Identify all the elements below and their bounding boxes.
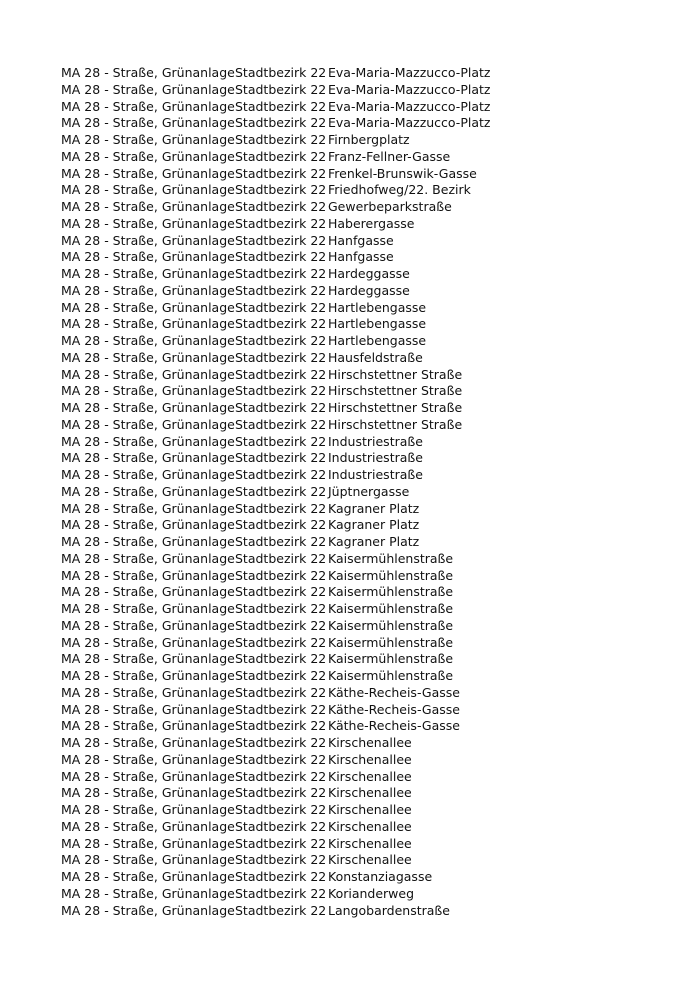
department-cell: MA 28 - Straße, Grünanlage [61,802,235,817]
street-cell: Industriestraße [328,450,423,466]
street-cell: Kagraner Platz [328,517,420,533]
department-cell: MA 28 - Straße, Grünanlage [61,735,235,750]
district-cell: Stadtbezirk 22 [235,668,327,683]
street-cell: Kirschenallee [328,818,412,834]
department-cell: MA 28 - Straße, Grünanlage [61,282,235,298]
district-cell: Stadtbezirk 22 [235,885,327,901]
district-cell: Stadtbezirk 22 [235,98,327,114]
department-cell: MA 28 - Straße, Grünanlage [61,634,235,650]
district-cell: Stadtbezirk 22 [235,316,327,332]
street-cell: Hirschstettner Straße [328,416,463,432]
street-cell: Kaisermühlenstraße [328,634,454,650]
street-cell: Kaisermühlenstraße [328,584,454,600]
district-cell: Stadtbezirk 22 [235,500,327,516]
department-cell: MA 28 - Straße, Grünanlage [61,517,235,533]
department-cell: MA 28 - Straße, Grünanlage [61,366,235,382]
street-cell: Kirschenallee [328,768,412,784]
department-cell: MA 28 - Straße, Grünanlage [61,132,235,147]
district-cell: Stadtbezirk 22 [235,450,327,466]
department-cell: MA 28 - Straße, Grünanlage [61,115,235,131]
street-cell: Kirschenallee [328,751,412,767]
district-cell: Stadtbezirk 22 [235,751,327,767]
street-cell: Hausfeldstraße [328,349,423,365]
department-cell: MA 28 - Straße, Grünanlage [61,500,235,516]
district-cell: Stadtbezirk 22 [235,299,327,315]
street-cell: Eva-Maria-Mazzucco-Platz [328,98,491,114]
street-cell: Käthe-Recheis-Gasse [328,701,460,717]
street-cell: Hartlebengasse [328,333,427,348]
street-cell: Haberergasse [328,215,415,231]
district-cell: Stadtbezirk 22 [235,567,327,583]
district-cell: Stadtbezirk 22 [235,483,327,499]
district-cell: Stadtbezirk 22 [235,165,327,181]
district-cell: Stadtbezirk 22 [235,132,327,147]
street-cell: Jüptnergasse [328,483,410,499]
department-cell: MA 28 - Straße, Grünanlage [61,316,235,332]
district-cell: Stadtbezirk 22 [235,601,327,616]
district-cell: Stadtbezirk 22 [235,785,327,801]
street-cell: Eva-Maria-Mazzucco-Platz [328,115,491,131]
department-cell: MA 28 - Straße, Grünanlage [61,450,235,466]
district-cell: Stadtbezirk 22 [235,115,327,131]
district-cell: Stadtbezirk 22 [235,802,327,817]
district-cell: Stadtbezirk 22 [235,651,327,667]
district-cell: Stadtbezirk 22 [235,433,327,449]
street-cell: Franz-Fellner-Gasse [328,148,451,164]
district-cell: Stadtbezirk 22 [235,81,327,97]
street-cell: Kaisermühlenstraße [328,550,454,566]
department-cell: MA 28 - Straße, Grünanlage [61,768,235,784]
department-cell: MA 28 - Straße, Grünanlage [61,165,235,181]
district-cell: Stadtbezirk 22 [235,735,327,750]
street-cell: Eva-Maria-Mazzucco-Platz [328,65,491,80]
district-cell: Stadtbezirk 22 [235,517,327,533]
street-cell: Kaisermühlenstraße [328,651,454,667]
department-cell: MA 28 - Straße, Grünanlage [61,383,235,399]
district-cell: Stadtbezirk 22 [235,768,327,784]
street-cell: Kaisermühlenstraße [328,567,454,583]
department-cell: MA 28 - Straße, Grünanlage [61,668,235,683]
department-cell: MA 28 - Straße, Grünanlage [61,567,235,583]
street-cell: Hanfgasse [328,232,394,248]
district-cell: Stadtbezirk 22 [235,266,327,281]
district-cell: Stadtbezirk 22 [235,383,327,399]
street-cell: Kagraner Platz [328,534,420,549]
department-cell: MA 28 - Straße, Grünanlage [61,617,235,633]
department-cell: MA 28 - Straße, Grünanlage [61,215,235,231]
department-cell: MA 28 - Straße, Grünanlage [61,433,235,449]
district-cell: Stadtbezirk 22 [235,65,327,80]
street-cell: Firnbergplatz [328,132,410,147]
district-cell: Stadtbezirk 22 [235,852,327,868]
street-cell: Käthe-Recheis-Gasse [328,684,460,700]
district-cell: Stadtbezirk 22 [235,199,327,214]
district-cell: Stadtbezirk 22 [235,902,327,918]
department-cell: MA 28 - Straße, Grünanlage [61,182,235,198]
department-cell: MA 28 - Straße, Grünanlage [61,885,235,901]
district-cell: Stadtbezirk 22 [235,835,327,851]
department-cell: MA 28 - Straße, Grünanlage [61,869,235,884]
district-cell: Stadtbezirk 22 [235,701,327,717]
street-cell: Kaisermühlenstraße [328,617,454,633]
department-cell: MA 28 - Straße, Grünanlage [61,299,235,315]
street-cell: Kirschenallee [328,852,412,868]
district-cell: Stadtbezirk 22 [235,718,327,734]
street-cell: Hardeggasse [328,266,410,281]
department-cell: MA 28 - Straße, Grünanlage [61,65,235,80]
department-cell: MA 28 - Straße, Grünanlage [61,835,235,851]
district-cell: Stadtbezirk 22 [235,148,327,164]
department-cell: MA 28 - Straße, Grünanlage [61,349,235,365]
street-cell: Industriestraße [328,467,423,482]
street-cell: Hanfgasse [328,249,394,265]
district-cell: Stadtbezirk 22 [235,416,327,432]
department-cell: MA 28 - Straße, Grünanlage [61,751,235,767]
street-cell: Eva-Maria-Mazzucco-Platz [328,81,491,97]
department-cell: MA 28 - Straße, Grünanlage [61,651,235,667]
district-cell: Stadtbezirk 22 [235,534,327,549]
street-cell: Korianderweg [328,885,415,901]
district-cell: Stadtbezirk 22 [235,634,327,650]
district-cell: Stadtbezirk 22 [235,366,327,382]
district-cell: Stadtbezirk 22 [235,550,327,566]
department-cell: MA 28 - Straße, Grünanlage [61,818,235,834]
district-cell: Stadtbezirk 22 [235,400,327,415]
department-cell: MA 28 - Straße, Grünanlage [61,199,235,214]
street-cell: Kaisermühlenstraße [328,668,454,683]
department-cell: MA 28 - Straße, Grünanlage [61,232,235,248]
district-cell: Stadtbezirk 22 [235,215,327,231]
department-cell: MA 28 - Straße, Grünanlage [61,701,235,717]
street-cell: Hartlebengasse [328,299,427,315]
district-cell: Stadtbezirk 22 [235,349,327,365]
district-cell: Stadtbezirk 22 [235,584,327,600]
department-cell: MA 28 - Straße, Grünanlage [61,416,235,432]
district-cell: Stadtbezirk 22 [235,249,327,265]
department-cell: MA 28 - Straße, Grünanlage [61,483,235,499]
department-cell: MA 28 - Straße, Grünanlage [61,785,235,801]
street-cell: Kaisermühlenstraße [328,601,454,616]
street-cell: Hirschstettner Straße [328,400,463,415]
department-cell: MA 28 - Straße, Grünanlage [61,81,235,97]
street-cell: Frenkel-Brunswik-Gasse [328,165,477,181]
department-cell: MA 28 - Straße, Grünanlage [61,684,235,700]
street-cell: Kirschenallee [328,835,412,851]
department-cell: MA 28 - Straße, Grünanlage [61,584,235,600]
street-cell: Friedhofweg/22. Bezirk [328,182,471,198]
department-cell: MA 28 - Straße, Grünanlage [61,467,235,482]
street-cell: Kagraner Platz [328,500,420,516]
district-cell: Stadtbezirk 22 [235,232,327,248]
district-cell: Stadtbezirk 22 [235,617,327,633]
department-cell: MA 28 - Straße, Grünanlage [61,148,235,164]
department-cell: MA 28 - Straße, Grünanlage [61,266,235,281]
department-cell: MA 28 - Straße, Grünanlage [61,534,235,549]
street-cell: Kirschenallee [328,802,412,817]
district-cell: Stadtbezirk 22 [235,282,327,298]
street-cell: Langobardenstraße [328,902,450,918]
district-cell: Stadtbezirk 22 [235,182,327,198]
district-cell: Stadtbezirk 22 [235,684,327,700]
department-cell: MA 28 - Straße, Grünanlage [61,601,235,616]
street-cell: Industriestraße [328,433,423,449]
department-cell: MA 28 - Straße, Grünanlage [61,550,235,566]
department-cell: MA 28 - Straße, Grünanlage [61,249,235,265]
department-cell: MA 28 - Straße, Grünanlage [61,852,235,868]
street-cell: Hardeggasse [328,282,410,298]
street-cell: Käthe-Recheis-Gasse [328,718,460,734]
district-cell: Stadtbezirk 22 [235,333,327,348]
district-cell: Stadtbezirk 22 [235,869,327,884]
street-cell: Hirschstettner Straße [328,366,463,382]
district-cell: Stadtbezirk 22 [235,818,327,834]
department-cell: MA 28 - Straße, Grünanlage [61,333,235,348]
street-cell: Kirschenallee [328,785,412,801]
department-cell: MA 28 - Straße, Grünanlage [61,98,235,114]
street-cell: Hartlebengasse [328,316,427,332]
department-cell: MA 28 - Straße, Grünanlage [61,400,235,415]
department-cell: MA 28 - Straße, Grünanlage [61,902,235,918]
street-cell: Konstanziagasse [328,869,433,884]
street-cell: Kirschenallee [328,735,412,750]
department-cell: MA 28 - Straße, Grünanlage [61,718,235,734]
street-cell: Hirschstettner Straße [328,383,463,399]
district-cell: Stadtbezirk 22 [235,467,327,482]
street-cell: Gewerbeparkstraße [328,199,452,214]
